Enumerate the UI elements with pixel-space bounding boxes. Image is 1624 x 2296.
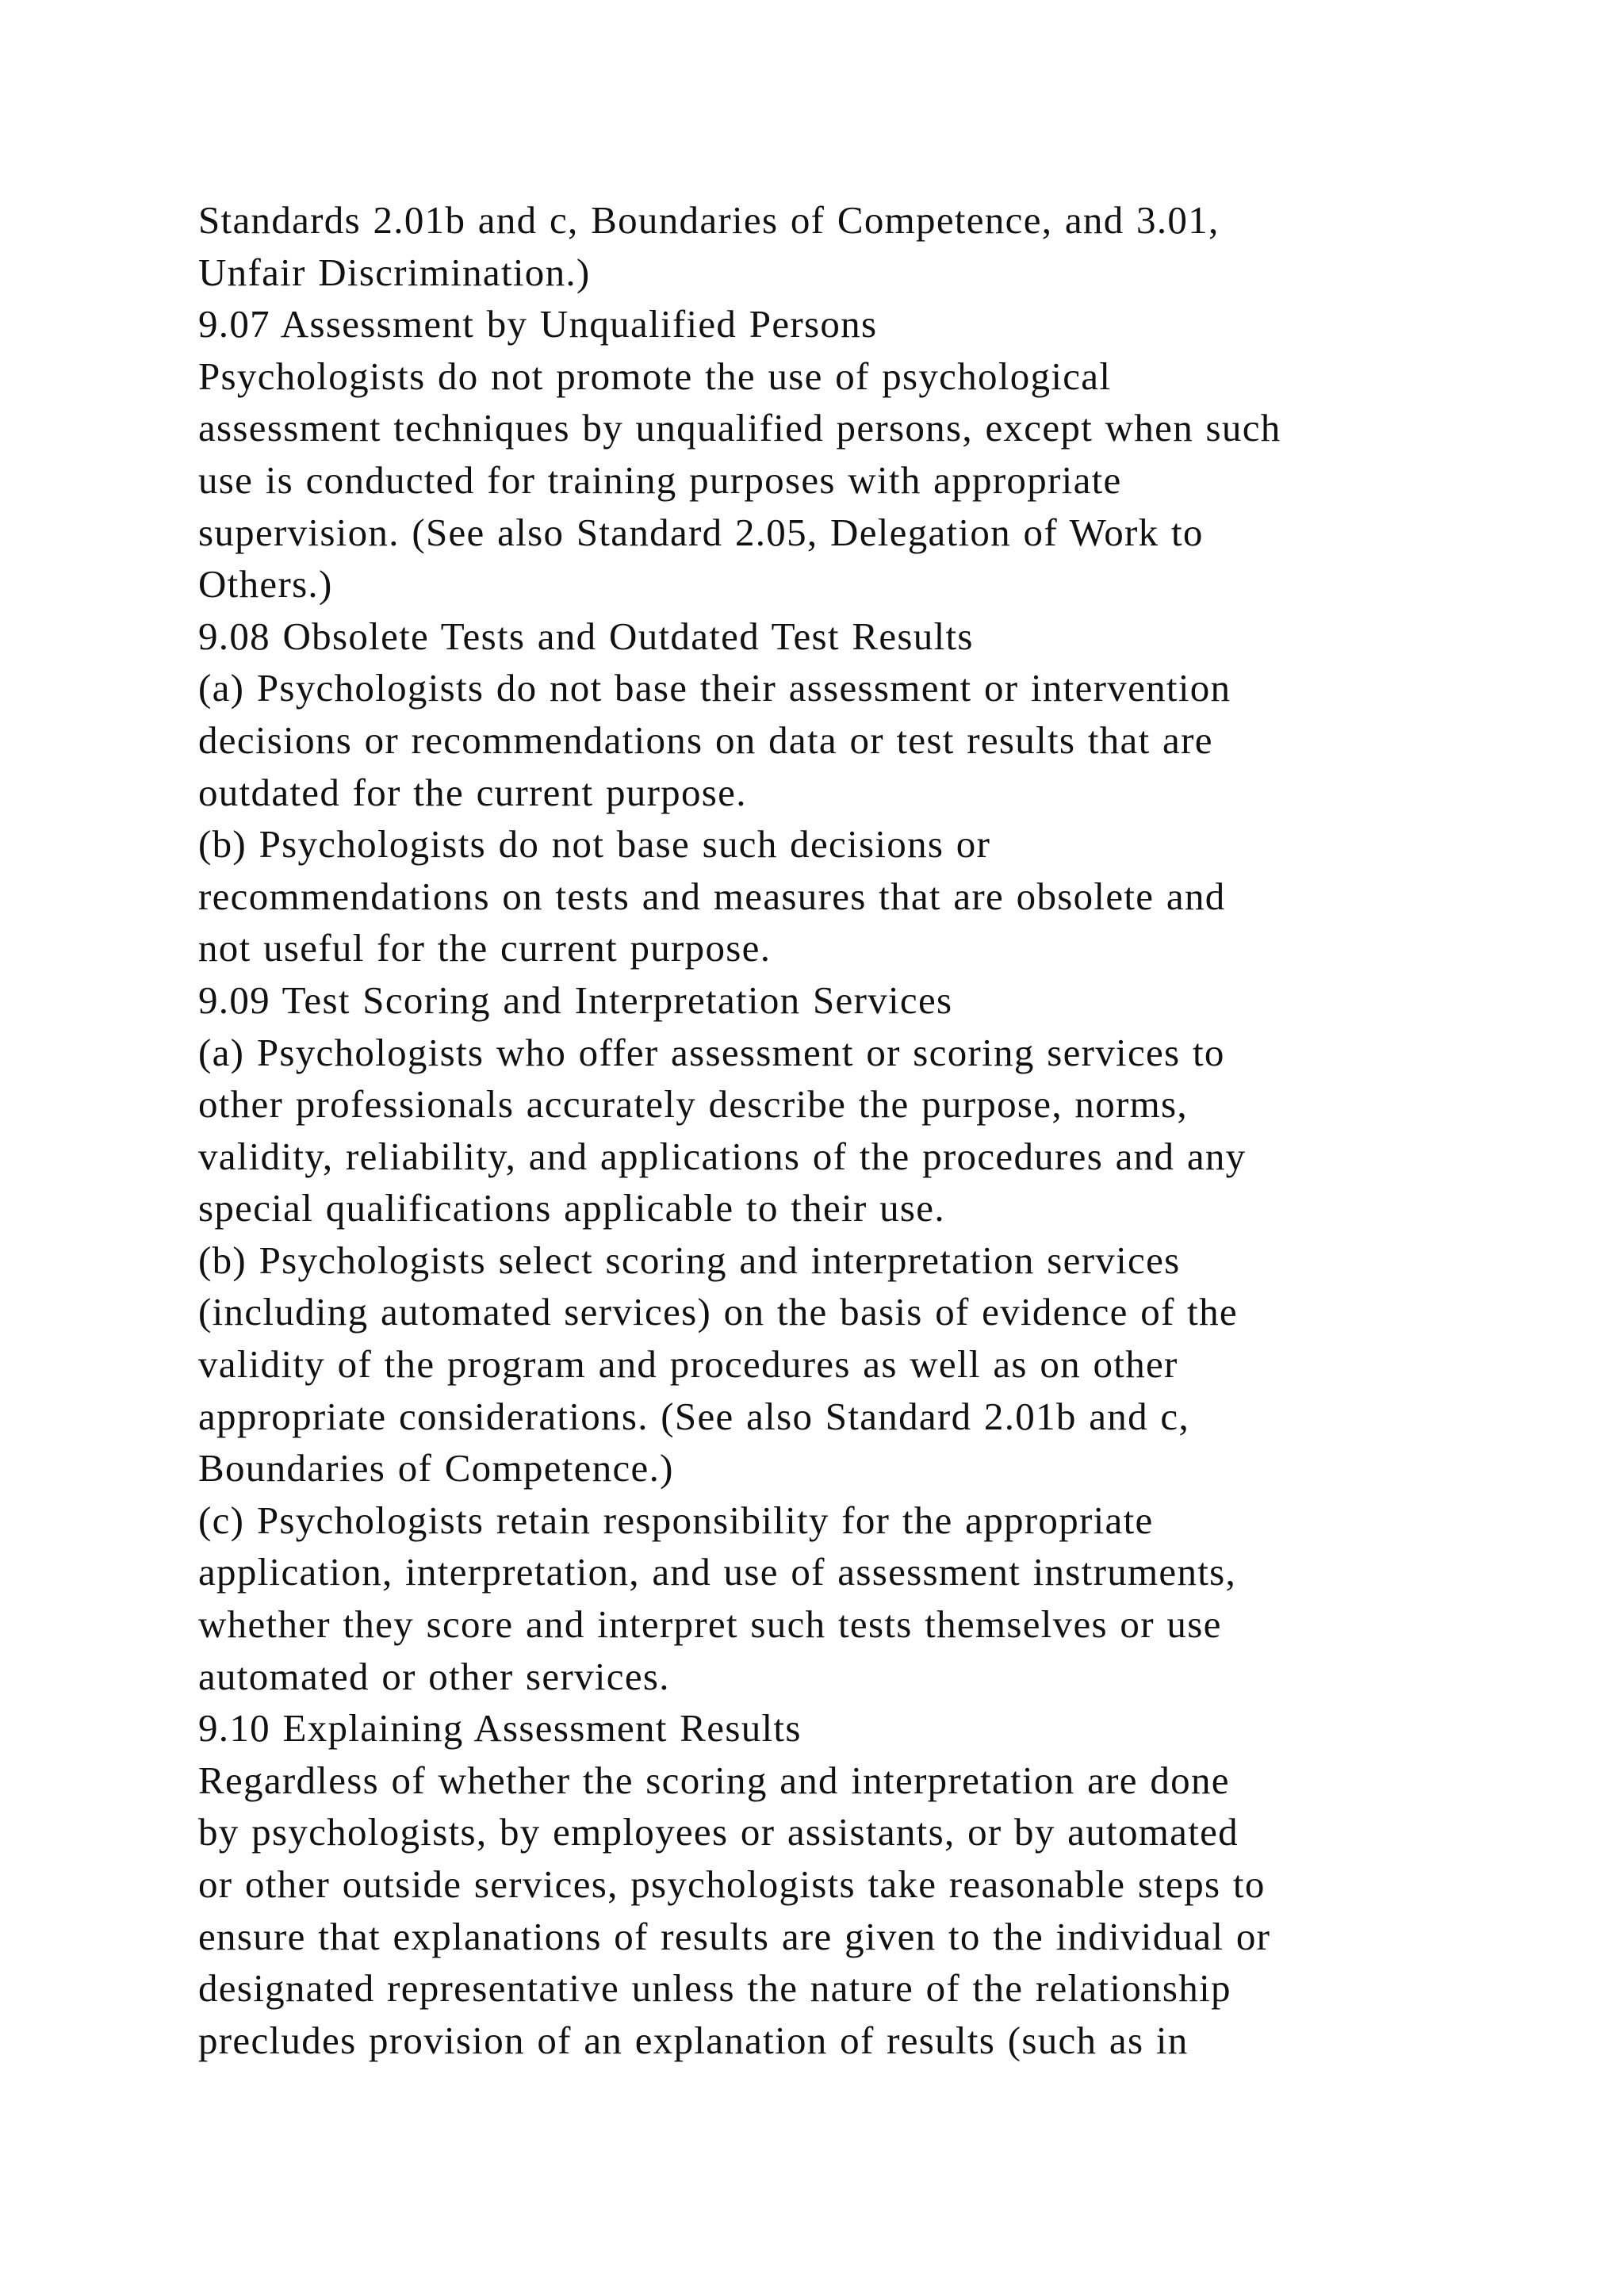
text-line: outdated for the current purpose. xyxy=(198,770,747,814)
text-line: validity, reliability, and applications of the procedures and any xyxy=(198,1134,1247,1178)
section-heading: 9.10 Explaining Assessment Results xyxy=(198,1706,802,1751)
text-line: Standards 2.01b and c, Boundaries of Competence, and 3.01, xyxy=(198,198,1220,242)
text-line: Psychologists do not promote the use of psychological xyxy=(198,354,1112,398)
text-line: (including automated services) on the basis of evidence of the xyxy=(198,1290,1238,1334)
text-line: special qualifications applicable to their use. xyxy=(198,1186,945,1230)
text-line: (b) Psychologists select scoring and interpretation services xyxy=(198,1238,1181,1282)
text-line: or other outside services, psychologists take reasonable steps to xyxy=(198,1862,1266,1906)
text-line: Boundaries of Competence.) xyxy=(198,1446,674,1490)
text-line: Others.) xyxy=(198,562,333,607)
text-line: ensure that explanations of results are given to the individual or xyxy=(198,1914,1271,1958)
text-line: (a) Psychologists do not base their assessment or intervention xyxy=(198,666,1231,710)
text-line: Unfair Discrimination.) xyxy=(198,250,591,294)
text-line: automated or other services. xyxy=(198,1654,670,1698)
section-heading: 9.08 Obsolete Tests and Outdated Test Results xyxy=(198,614,974,658)
text-line: (b) Psychologists do not base such decisions or xyxy=(198,822,991,867)
text-line: whether they score and interpret such tests themselves or use xyxy=(198,1602,1222,1647)
text-line: use is conducted for training purposes with appropriate xyxy=(198,457,1122,502)
section-heading: 9.07 Assessment by Unqualified Persons xyxy=(198,302,878,346)
text-line: other professionals accurately describe the purpose, norms, xyxy=(198,1082,1188,1127)
text-line: application, interpretation, and use of assessment instruments, xyxy=(198,1550,1237,1594)
text-line: appropriate considerations. (See also Standard 2.01b and c, xyxy=(198,1394,1190,1438)
text-line: assessment techniques by unqualified persons, except when such xyxy=(198,406,1281,450)
text-line: not useful for the current purpose. xyxy=(198,926,772,970)
text-line: recommendations on tests and measures that are obsolete and xyxy=(198,874,1226,918)
text-line: (c) Psychologists retain responsibility for the appropriate xyxy=(198,1498,1154,1542)
document-body xyxy=(198,194,1610,2066)
section-heading: 9.09 Test Scoring and Interpretation Services xyxy=(198,978,953,1022)
text-line: precludes provision of an explanation of results (such as in xyxy=(198,2018,1189,2062)
text-line: decisions or recommendations on data or test results that are xyxy=(198,718,1213,762)
text-line: (a) Psychologists who offer assessment or scoring services to xyxy=(198,1030,1225,1074)
text-line: by psychologists, by employees or assistants, or by automated xyxy=(198,1810,1239,1854)
text-line: designated representative unless the nature of the relationship xyxy=(198,1966,1231,2011)
text-line: supervision. (See also Standard 2.05, Delegation of Work to xyxy=(198,510,1204,554)
text-line: Regardless of whether the scoring and interpretation are done xyxy=(198,1758,1230,1802)
text-line: validity of the program and procedures as well as on other xyxy=(198,1342,1178,1387)
